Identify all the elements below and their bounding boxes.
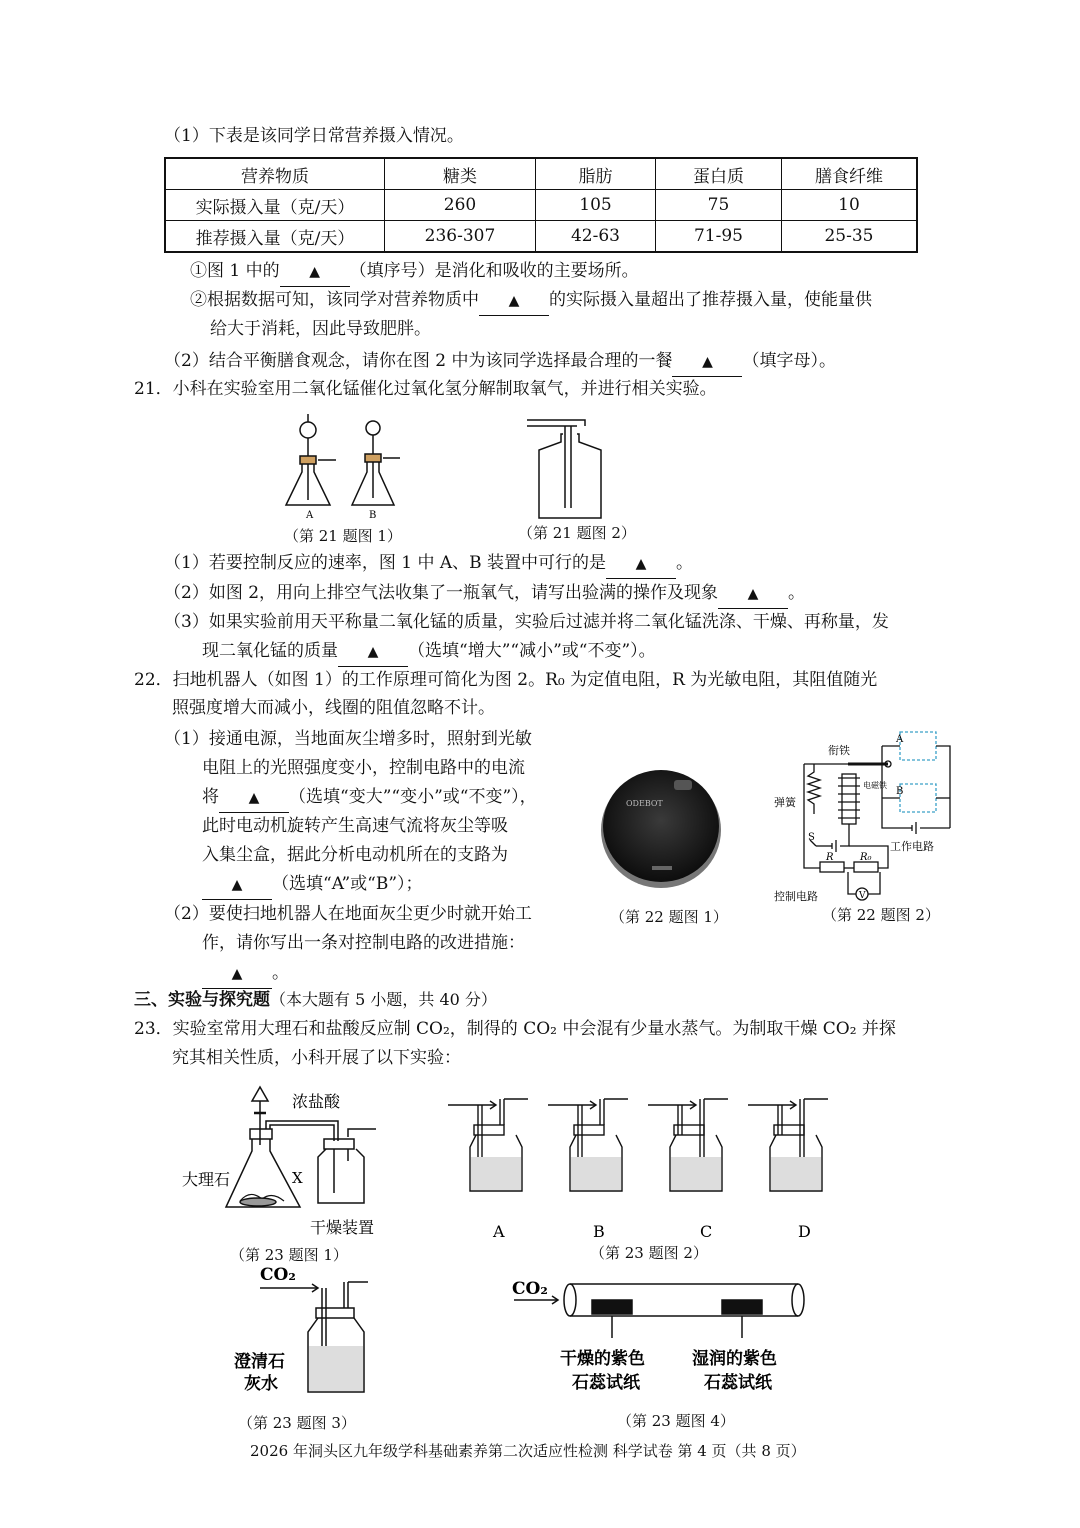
q23-fig4-caption: （第 23 题图 4） bbox=[617, 1412, 735, 1430]
bottle-a bbox=[448, 1099, 528, 1191]
circuit-r-label: R bbox=[826, 852, 834, 863]
q20-part2 bbox=[164, 347, 836, 377]
robot-brand: ODEBOT bbox=[626, 799, 663, 808]
bottle-a-label: A bbox=[493, 1222, 505, 1241]
q22-p2-l2: 作，请你写出一条对控制电路的改进措施： bbox=[202, 933, 525, 953]
q22-robot-image bbox=[596, 762, 726, 892]
page-footer: 2026 年洞头区九年级学科基础素养第二次适应性检测 科学试卷 第 4 页（共 8 页） bbox=[250, 1442, 806, 1460]
nutrition-table bbox=[164, 157, 918, 253]
q22-p2-l3-post: 。 bbox=[272, 963, 289, 983]
q20-sub1 bbox=[190, 257, 639, 287]
acid-label: 浓盐酸 bbox=[292, 1092, 341, 1111]
table-row bbox=[165, 190, 917, 221]
dry-paper-label-2: 石蕊试纸 bbox=[572, 1373, 640, 1393]
answer-blank[interactable] bbox=[606, 549, 676, 579]
circuit-a-label: A bbox=[896, 734, 904, 745]
flask-a-label: A bbox=[306, 510, 314, 520]
table-cell: 71-95 bbox=[656, 221, 782, 253]
bottle-c-label: C bbox=[700, 1222, 713, 1241]
q22-p1-l2: 电阻上的光照强度变小，控制电路中的电流 bbox=[202, 758, 525, 778]
bottle-b bbox=[548, 1099, 628, 1191]
circuit-work-label: 工作电路 bbox=[890, 840, 934, 853]
dry-paper-label-1: 干燥的紫色 bbox=[560, 1349, 645, 1369]
q22-fig1-caption: （第 22 题图 1） bbox=[610, 908, 728, 926]
q20-part2-post: （填字母）。 bbox=[742, 351, 836, 371]
q21-part1 bbox=[164, 549, 693, 579]
circuit-r0-label: R₀ bbox=[860, 852, 872, 863]
q22-p1-l6 bbox=[202, 870, 423, 900]
q23-figure2-bottles bbox=[448, 1095, 838, 1245]
blank-triangle: ▲ bbox=[508, 293, 520, 309]
q21-part1-post: 。 bbox=[676, 553, 694, 573]
q21-fig1-caption: （第 21 题图 1） bbox=[284, 527, 402, 545]
blank-triangle: ▲ bbox=[309, 264, 321, 280]
table-cell: 10 bbox=[782, 190, 918, 221]
q22-p1-l5: 入集尘盒，据此分析电动机所在的支路为 bbox=[202, 845, 508, 865]
section3-heading bbox=[134, 986, 497, 1014]
table-cell: 260 bbox=[385, 190, 536, 221]
q22-p1-l4: 此时电动机旋转产生高速气流将灰尘等吸 bbox=[202, 816, 508, 836]
bottle-d-label: D bbox=[798, 1222, 811, 1241]
blank-triangle: ▲ bbox=[702, 354, 713, 370]
table-cell: 75 bbox=[656, 190, 782, 221]
q21-part3-post: （选填“增大”“减小”或“不变”）。 bbox=[408, 641, 656, 661]
q21-figure2-gas-bottle bbox=[525, 410, 615, 520]
blank-triangle: ▲ bbox=[248, 790, 260, 806]
x-label: X bbox=[292, 1169, 303, 1187]
flask-b-label: B bbox=[369, 510, 377, 520]
table-cell: 236-307 bbox=[385, 221, 536, 253]
circuit-control-label: 控制电路 bbox=[774, 890, 818, 903]
q21-stem: 21．小科在实验室用二氧化锰催化过氧化氢分解制取氧气，并进行相关实验。 bbox=[134, 379, 717, 399]
wet-paper-label-1: 湿润的紫色 bbox=[692, 1349, 777, 1369]
table-header-cell: 营养物质 bbox=[165, 158, 385, 190]
blank-triangle: ▲ bbox=[231, 877, 243, 893]
blank-triangle: ▲ bbox=[367, 644, 379, 660]
table-cell: 105 bbox=[536, 190, 656, 221]
q20-part1-intro: （1）下表是该同学日常营养摄入情况。 bbox=[164, 126, 464, 146]
q23-figure3-limewater bbox=[232, 1262, 372, 1402]
blank-triangle: ▲ bbox=[231, 966, 243, 982]
q22-stem-line1: 22．扫地机器人（如图 1）的工作原理可简化为图 2。R₀ 为定值电阻，R 为光敏电阻，其阻值随光 bbox=[134, 670, 878, 690]
q22-stem-line2: 照强度增大而减小，线圈的阻值忽略不计。 bbox=[172, 698, 495, 718]
q20-sub2-pre: ②根据数据可知，该同学对营养物质中 bbox=[190, 290, 479, 310]
q21-part2 bbox=[164, 579, 805, 609]
q21-part2-post: 。 bbox=[788, 583, 806, 603]
table-cell: 25-35 bbox=[782, 221, 918, 253]
flask-b bbox=[352, 421, 400, 505]
limewater-label-1: 澄清石 bbox=[234, 1352, 285, 1372]
table-header-cell: 脂肪 bbox=[536, 158, 656, 190]
circuit-switch-label: S bbox=[808, 832, 815, 843]
q21-fig2-caption: （第 21 题图 2） bbox=[518, 524, 636, 542]
table-cell: 推荐摄入量（克/天） bbox=[165, 221, 385, 253]
circuit-spring-label: 弹簧 bbox=[774, 796, 796, 809]
table-cell: 实际摄入量（克/天） bbox=[165, 190, 385, 221]
table-cell: 42-63 bbox=[536, 221, 656, 253]
bottle-c bbox=[648, 1099, 728, 1191]
q20-sub2 bbox=[190, 286, 872, 316]
q20-sub1-pre: ①图 1 中的 bbox=[190, 261, 280, 281]
table-row bbox=[165, 221, 917, 253]
answer-blank[interactable] bbox=[338, 637, 408, 667]
section3-note: （本大题有 5 小题，共 40 分） bbox=[270, 990, 497, 1009]
blank-triangle: ▲ bbox=[747, 586, 759, 602]
flask-a bbox=[286, 414, 336, 505]
answer-blank[interactable] bbox=[219, 783, 289, 813]
answer-blank[interactable] bbox=[479, 286, 549, 316]
q22-fig2-caption: （第 22 题图 2） bbox=[822, 906, 940, 924]
q21-part2-pre: （2）如图 2，用向上排空气法收集了一瓶氧气，请写出验满的操作及现象 bbox=[164, 583, 719, 603]
circuit-b-label: B bbox=[896, 786, 904, 797]
q21-figure1-flasks bbox=[278, 410, 408, 520]
limewater-label-2: 灰水 bbox=[244, 1374, 278, 1394]
circuit-voltmeter-label: V bbox=[859, 891, 866, 901]
q21-part3-pre: 现二氧化锰的质量 bbox=[202, 641, 338, 661]
q22-p1-l3-pre: 将 bbox=[202, 787, 219, 807]
dryer-label: 干燥装置 bbox=[310, 1218, 375, 1237]
q22-p2-l1: （2）要使扫地机器人在地面灰尘更少时就开始工 bbox=[164, 904, 532, 924]
answer-blank[interactable] bbox=[672, 347, 742, 377]
table-header-cell: 蛋白质 bbox=[656, 158, 782, 190]
circuit-armature-label: 衔铁 bbox=[828, 744, 850, 757]
table-header-row bbox=[165, 158, 917, 190]
q22-p1-l3 bbox=[202, 783, 537, 813]
answer-blank[interactable] bbox=[202, 870, 272, 900]
table-header-cell: 糖类 bbox=[385, 158, 536, 190]
co2-label: CO₂ bbox=[512, 1279, 548, 1299]
q20-sub1-post: （填序号）是消化和吸收的主要场所。 bbox=[349, 261, 639, 281]
q23-figure4-tube bbox=[510, 1272, 810, 1402]
q23-figure1-apparatus bbox=[180, 1085, 380, 1240]
q23-fig2-caption: （第 23 题图 2） bbox=[590, 1244, 708, 1262]
q23-fig3-caption: （第 23 题图 3） bbox=[238, 1414, 356, 1432]
q22-circuit-diagram bbox=[770, 728, 960, 903]
q23-stem-line1: 23．实验室常用大理石和盐酸反应制 CO₂，制得的 CO₂ 中会混有少量水蒸气。为制取干燥 CO₂ 并探 bbox=[134, 1019, 896, 1039]
q21-part3-line1: （3）如果实验前用天平称量二氧化锰的质量，实验后过滤并将二氧化锰洗涤、干燥、再称量，发 bbox=[164, 612, 889, 632]
q23-stem-line2: 究其相关性质，小科开展了以下实验： bbox=[172, 1048, 461, 1068]
q22-p2-l3 bbox=[202, 959, 289, 989]
q22-p1-l1: （1）接通电源，当地面灰尘增多时，照射到光敏 bbox=[164, 729, 532, 749]
q23-fig1-caption: （第 23 题图 1） bbox=[230, 1246, 348, 1264]
section3-title: 三、实验与探究题 bbox=[134, 990, 270, 1010]
bottle-b-label: B bbox=[593, 1222, 605, 1241]
bottle-d bbox=[748, 1099, 828, 1191]
answer-blank[interactable] bbox=[718, 579, 788, 609]
circuit-magnet-label: 电磁铁 bbox=[863, 781, 887, 790]
answer-blank[interactable] bbox=[202, 959, 272, 989]
marble-label: 大理石 bbox=[182, 1170, 231, 1189]
q20-part2-pre: （2）结合平衡膳食观念，请你在图 2 中为该同学选择最合理的一餐 bbox=[164, 351, 673, 371]
q20-sub2-cont: 给大于消耗，因此导致肥胖。 bbox=[210, 319, 431, 339]
q20-sub2-post: 的实际摄入量超出了推荐摄入量，使能量供 bbox=[549, 290, 872, 310]
wet-paper-label-2: 石蕊试纸 bbox=[704, 1373, 772, 1393]
q22-p1-l6-post: （选填“A”或“B”）； bbox=[272, 874, 423, 894]
q21-part1-pre: （1）若要控制反应的速率，图 1 中 A、B 装置中可行的是 bbox=[164, 553, 607, 573]
blank-triangle: ▲ bbox=[635, 556, 647, 572]
q21-part3-line2 bbox=[202, 637, 656, 667]
co2-label: CO₂ bbox=[260, 1265, 296, 1285]
answer-blank[interactable] bbox=[280, 257, 350, 287]
q22-p1-l3-post: （选填“变大”“变小”或“不变”）， bbox=[289, 787, 537, 807]
table-header-cell: 膳食纤维 bbox=[782, 158, 918, 190]
